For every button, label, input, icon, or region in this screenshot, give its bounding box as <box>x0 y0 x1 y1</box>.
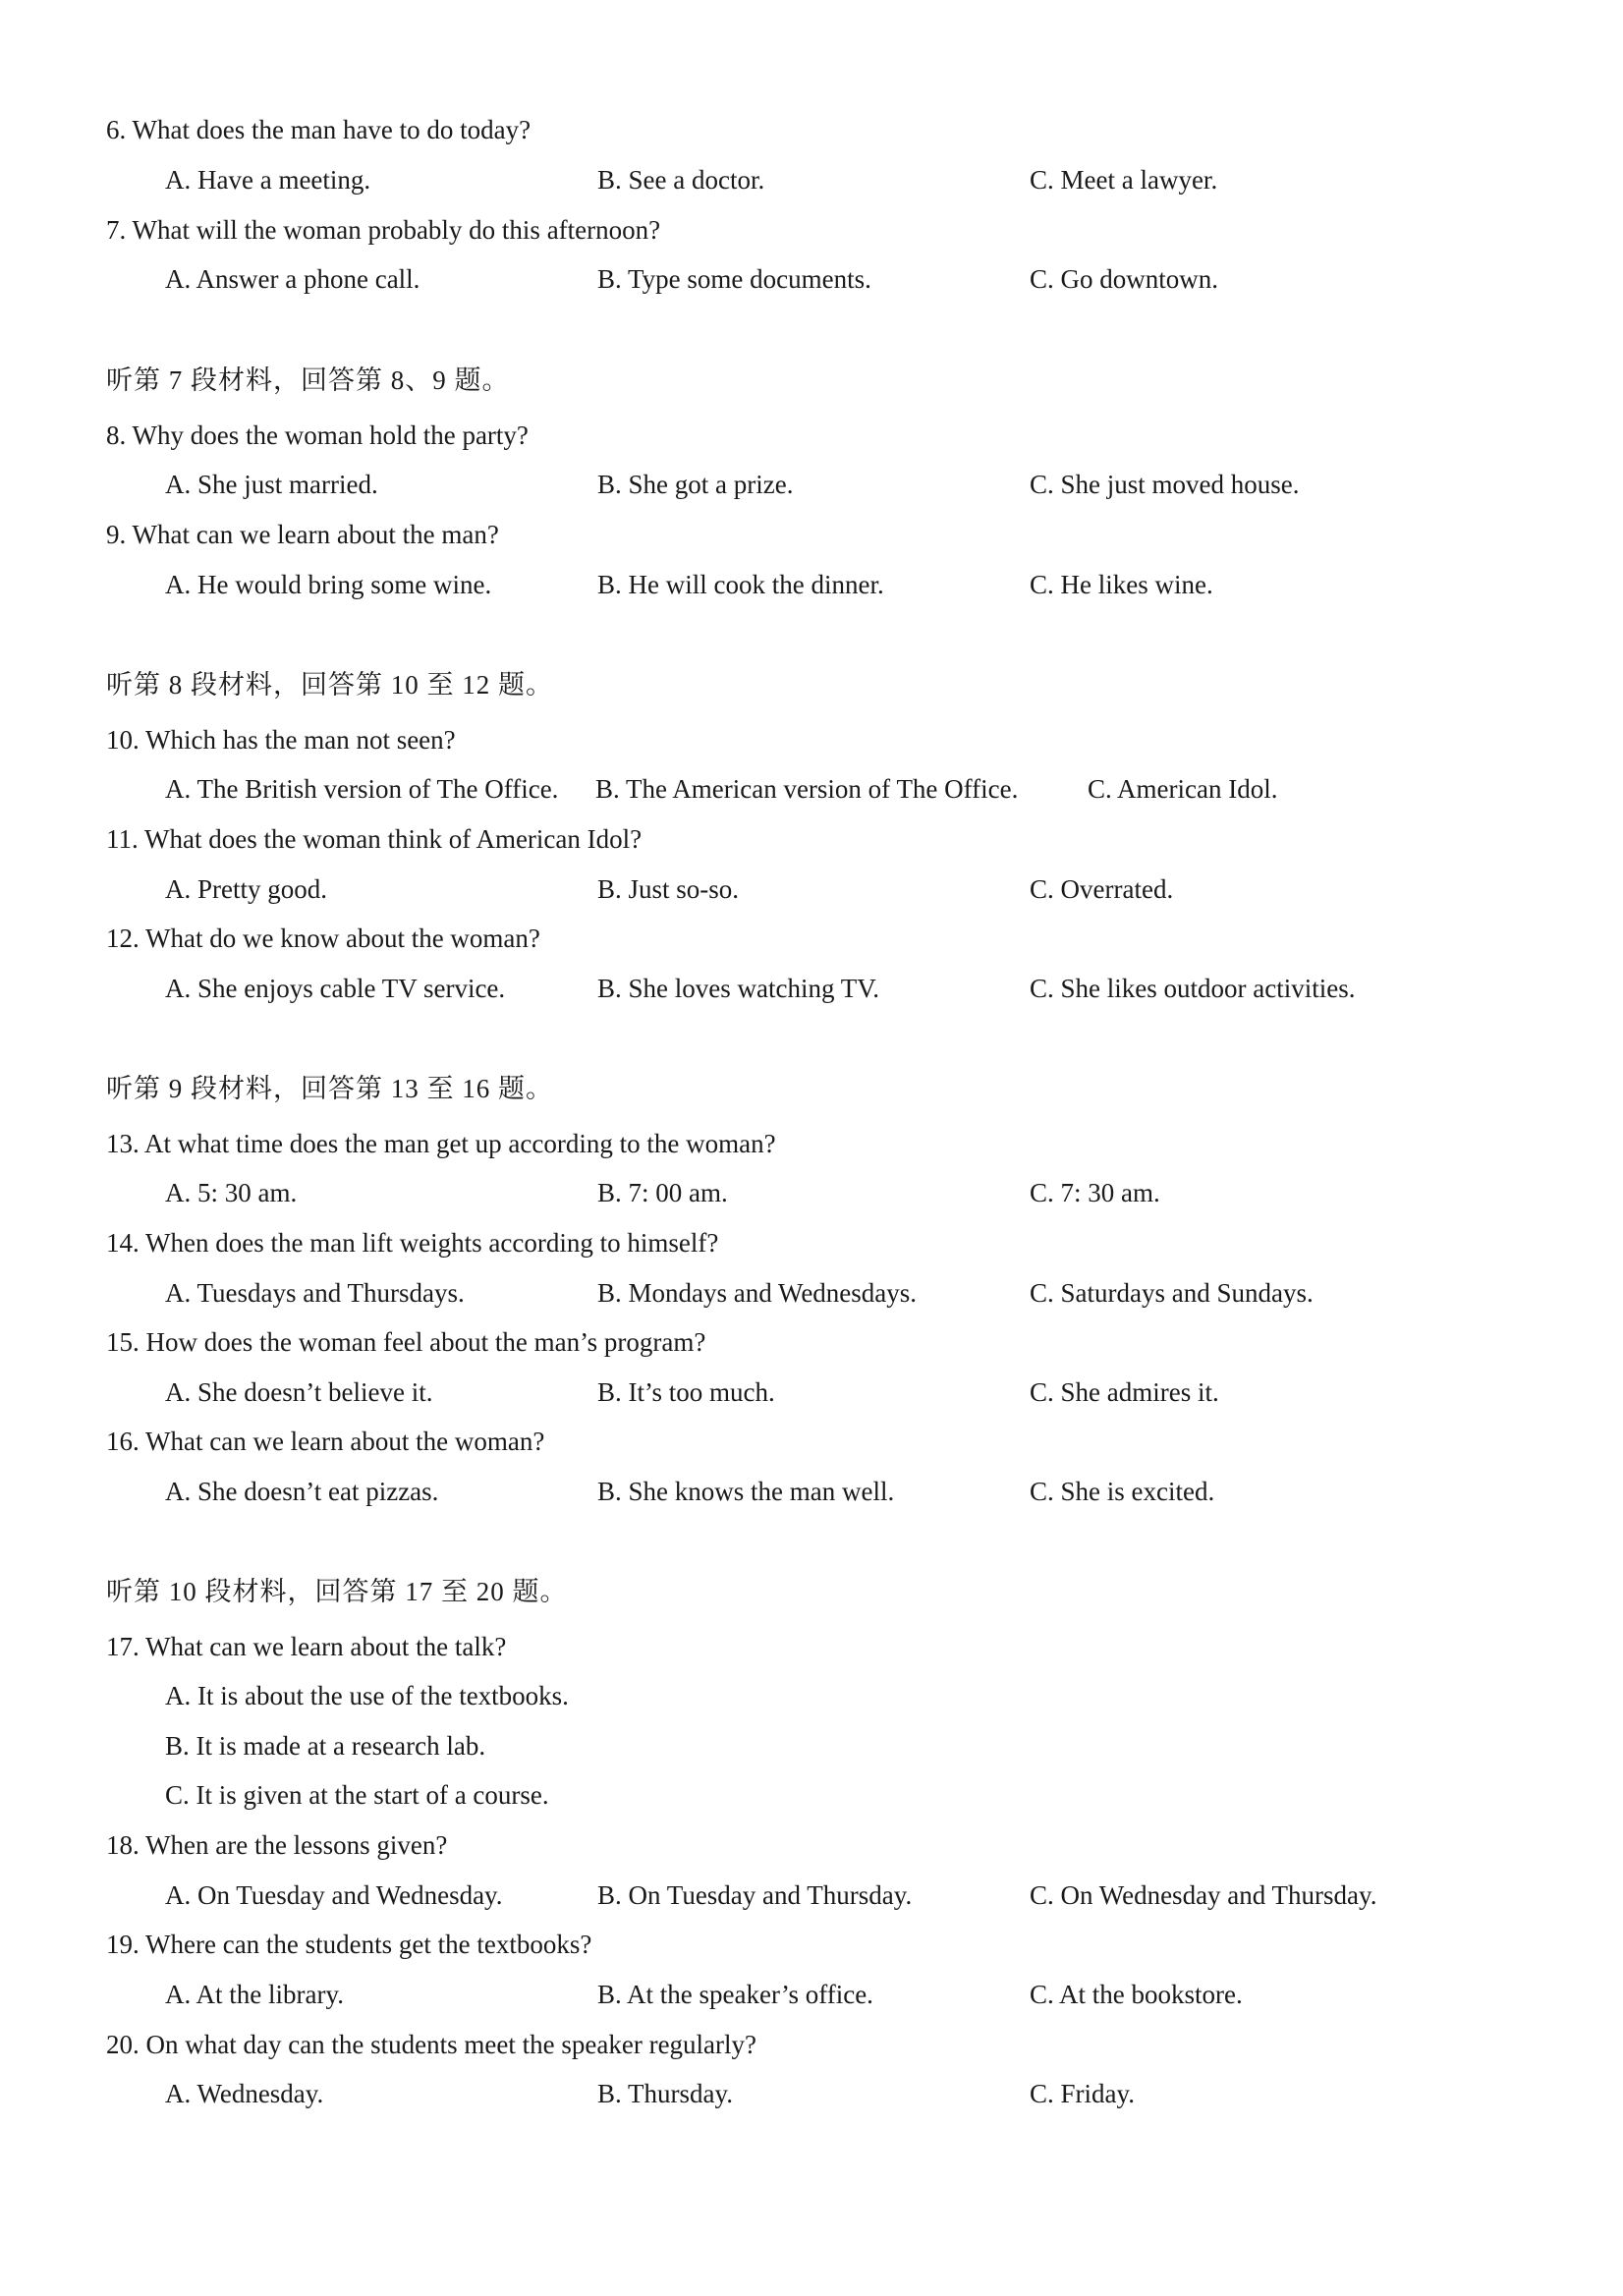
question-18-row <box>0 1820 1623 1870</box>
option-a: A. On Tuesday and Wednesday. <box>165 1880 503 1910</box>
option-a: A. He would bring some wine. <box>165 570 492 599</box>
option-b: B. It is made at a research lab. <box>165 1731 486 1761</box>
section-heading-10 <box>0 1567 1623 1616</box>
option-b: B. He will cook the dinner. <box>597 570 884 599</box>
option-b: B. Mondays and Wednesdays. <box>597 1278 918 1308</box>
options-6-row <box>0 155 1623 204</box>
question-text: 20. On what day can the students meet the speaker regularly? <box>106 2030 757 2059</box>
section-heading-9 <box>0 1064 1623 1113</box>
option-a: A. Have a meeting. <box>165 165 371 195</box>
question-text: 18. When are the lessons given? <box>106 1830 448 1860</box>
question-9-row <box>0 510 1623 559</box>
question-13-row <box>0 1119 1623 1168</box>
option-a: A. Wednesday. <box>165 2079 324 2108</box>
option-c: C. Saturdays and Sundays. <box>1030 1278 1314 1308</box>
question-text: 9. What can we learn about the man? <box>106 520 499 549</box>
option-b: B. On Tuesday and Thursday. <box>597 1880 913 1910</box>
question-text: 12. What do we know about the woman? <box>106 924 540 953</box>
question-10-row <box>0 715 1623 764</box>
option-a: A. Pretty good. <box>165 874 327 904</box>
option-b: B. Type some documents. <box>597 264 871 294</box>
options-10-row <box>0 764 1623 813</box>
option-a: A. Tuesdays and Thursdays. <box>165 1278 465 1308</box>
options-9-row <box>0 560 1623 609</box>
option-a: A. She just married. <box>165 470 378 499</box>
options-12-row <box>0 964 1623 1013</box>
question-14-row <box>0 1218 1623 1267</box>
options-18-row <box>0 1871 1623 1920</box>
option-17-b-row <box>0 1721 1623 1770</box>
options-13-row <box>0 1168 1623 1217</box>
option-17-a-row <box>0 1671 1623 1720</box>
section-heading-7 <box>0 356 1623 405</box>
option-a: A. She enjoys cable TV service. <box>165 974 506 1003</box>
option-b: B. She knows the man well. <box>597 1477 895 1506</box>
question-8-row <box>0 411 1623 460</box>
option-c: C. At the bookstore. <box>1030 1980 1243 2009</box>
option-a: A. The British version of The Office. <box>165 774 559 804</box>
option-c: C. She is excited. <box>1030 1477 1215 1506</box>
question-11-row <box>0 814 1623 864</box>
option-b: B. She got a prize. <box>597 470 794 499</box>
options-11-row <box>0 865 1623 914</box>
section-instruction: 听第 7 段材料，回答第 8、9 题。 <box>106 365 510 395</box>
options-15-row <box>0 1368 1623 1417</box>
option-b: B. Thursday. <box>597 2079 733 2108</box>
option-c: C. On Wednesday and Thursday. <box>1030 1880 1377 1910</box>
option-c: C. She admires it. <box>1030 1377 1219 1407</box>
question-17-row <box>0 1622 1623 1671</box>
question-7-row <box>0 205 1623 254</box>
option-c: C. She just moved house. <box>1030 470 1300 499</box>
question-16-row <box>0 1417 1623 1466</box>
question-text: 10. Which has the man not seen? <box>106 725 456 755</box>
option-c: C. Friday. <box>1030 2079 1135 2108</box>
question-6-row <box>0 105 1623 154</box>
question-text: 8. Why does the woman hold the party? <box>106 420 529 450</box>
question-text: 11. What does the woman think of American Idol? <box>106 824 643 854</box>
option-17-c-row <box>0 1770 1623 1820</box>
options-20-row <box>0 2069 1623 2118</box>
section-instruction: 听第 8 段材料，回答第 10 至 12 题。 <box>106 670 553 700</box>
option-a: A. She doesn’t eat pizzas. <box>165 1477 439 1506</box>
options-16-row <box>0 1467 1623 1516</box>
option-a: A. It is about the use of the textbooks. <box>165 1681 569 1710</box>
section-instruction: 听第 10 段材料，回答第 17 至 20 题。 <box>106 1577 568 1606</box>
question-text: 7. What will the woman probably do this afternoon? <box>106 215 661 245</box>
option-b: B. It’s too much. <box>597 1377 775 1407</box>
question-text: 14. When does the man lift weights according to himself? <box>106 1228 719 1258</box>
option-a: A. 5: 30 am. <box>165 1178 298 1207</box>
option-c: C. It is given at the start of a course. <box>165 1780 549 1810</box>
option-b: B. Just so-so. <box>597 874 740 904</box>
option-c: C. American Idol. <box>1088 774 1278 804</box>
option-c: C. 7: 30 am. <box>1030 1178 1160 1207</box>
option-b: B. The American version of The Office. <box>595 774 1019 804</box>
option-b: B. See a doctor. <box>597 165 765 195</box>
options-7-row <box>0 254 1623 304</box>
option-b: B. At the speaker’s office. <box>597 1980 873 2009</box>
options-8-row <box>0 460 1623 509</box>
question-19-row <box>0 1920 1623 1969</box>
question-12-row <box>0 914 1623 963</box>
question-text: 17. What can we learn about the talk? <box>106 1632 507 1661</box>
option-b: B. She loves watching TV. <box>597 974 879 1003</box>
question-text: 13. At what time does the man get up according to the woman? <box>106 1129 776 1158</box>
option-c: C. Overrated. <box>1030 874 1174 904</box>
option-a: A. She doesn’t believe it. <box>165 1377 433 1407</box>
question-text: 16. What can we learn about the woman? <box>106 1427 545 1456</box>
options-14-row <box>0 1268 1623 1317</box>
option-c: C. She likes outdoor activities. <box>1030 974 1356 1003</box>
options-19-row <box>0 1970 1623 2019</box>
question-15-row <box>0 1317 1623 1367</box>
option-a: A. At the library. <box>165 1980 344 2009</box>
option-c: C. Meet a lawyer. <box>1030 165 1218 195</box>
question-text: 6. What does the man have to do today? <box>106 115 532 144</box>
option-c: C. Go downtown. <box>1030 264 1219 294</box>
section-instruction: 听第 9 段材料，回答第 13 至 16 题。 <box>106 1074 553 1103</box>
question-text: 19. Where can the students get the textbooks? <box>106 1930 592 1959</box>
option-a: A. Answer a phone call. <box>165 264 420 294</box>
question-20-row <box>0 2020 1623 2069</box>
section-heading-8 <box>0 660 1623 709</box>
question-text: 15. How does the woman feel about the man’s program? <box>106 1327 706 1357</box>
option-b: B. 7: 00 am. <box>597 1178 728 1207</box>
option-c: C. He likes wine. <box>1030 570 1213 599</box>
